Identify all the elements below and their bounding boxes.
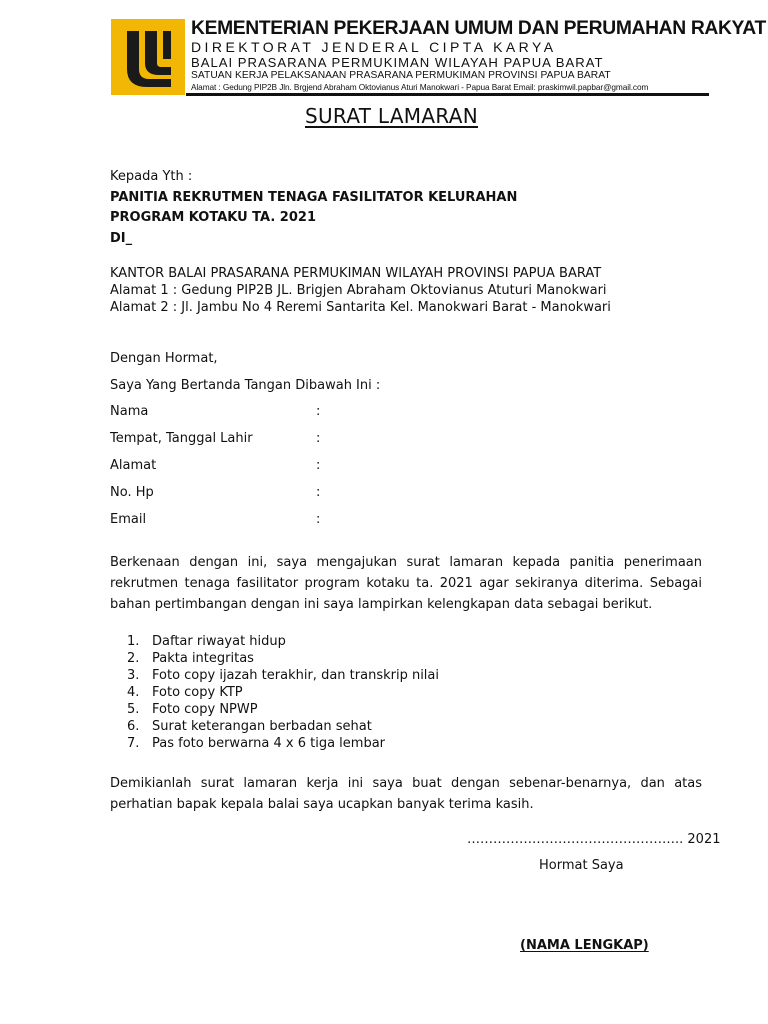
- signature-name: (NAMA LENGKAP): [520, 938, 649, 953]
- satker-name: SATUAN KERJA PELAKSANAAN PRASARANA PERMUKIMAN PROVINSI PAPUA BARAT: [191, 70, 611, 81]
- signature-closing: Hormat Saya: [539, 858, 624, 873]
- office-address-2: Alamat 2 : Jl. Jambu No 4 Reremi Santarita Kel. Manokwari Barat - Manokwari: [110, 300, 611, 315]
- ministry-logo-icon: [111, 19, 185, 95]
- list-item-number: 7.: [127, 736, 140, 751]
- field-separator: :: [316, 512, 321, 527]
- list-item-number: 3.: [127, 668, 140, 683]
- list-item-number: 2.: [127, 651, 140, 666]
- body-paragraph-2: Demikianlah surat lamaran kerja ini saya buat dengan sebenar-benarnya, dan atas perhatian bapak kepala balai saya ucapkan banyak terima kasih.: [110, 776, 702, 812]
- list-item-text: Foto copy ijazah terakhir, dan transkrip nilai: [152, 668, 439, 683]
- recipient-line-2: PROGRAM KOTAKU TA. 2021: [110, 210, 316, 225]
- greeting: Dengan Hormat,: [110, 351, 218, 366]
- signature-date: ………………………………………….. 2021: [467, 832, 721, 847]
- ministry-name: KEMENTERIAN PEKERJAAN UMUM DAN PERUMAHAN RAKYAT: [191, 18, 766, 39]
- list-item-text: Foto copy KTP: [152, 685, 243, 700]
- recipient-line-1: PANITIA REKRUTMEN TENAGA FASILITATOR KELURAHAN: [110, 190, 518, 205]
- intro-text: Saya Yang Bertanda Tangan Dibawah Ini :: [110, 378, 381, 393]
- recipient-line-3: DI_: [110, 231, 133, 246]
- letterhead: [111, 18, 766, 95]
- field-label-nama: Nama: [110, 404, 149, 419]
- list-item-number: 6.: [127, 719, 140, 734]
- list-item-number: 4.: [127, 685, 140, 700]
- letterhead-divider: [186, 93, 709, 96]
- list-item-number: 5.: [127, 702, 140, 717]
- list-item-text: Surat keterangan berbadan sehat: [152, 719, 372, 734]
- field-label-ttl: Tempat, Tanggal Lahir: [110, 431, 253, 446]
- list-item-text: Daftar riwayat hidup: [152, 634, 286, 649]
- field-label-email: Email: [110, 512, 147, 527]
- list-item-text: Pakta integritas: [152, 651, 254, 666]
- list-item-number: 1.: [127, 634, 140, 649]
- office-address-1: Alamat 1 : Gedung PIP2B JL. Brigjen Abraham Oktovianus Atuturi Manokwari: [110, 283, 607, 298]
- field-label-alamat: Alamat: [110, 458, 157, 473]
- list-item-text: Pas foto berwarna 4 x 6 tiga lembar: [152, 736, 386, 751]
- letter-title: SURAT LAMARAN: [305, 104, 478, 128]
- directorate-name: DIREKTORAT JENDERAL CIPTA KARYA: [191, 39, 557, 55]
- list-item-text: Foto copy NPWP: [152, 702, 258, 717]
- balai-name: BALAI PRASARANA PERMUKIMAN WILAYAH PAPUA BARAT: [191, 55, 604, 70]
- field-label-hp: No. Hp: [110, 485, 154, 500]
- field-separator: :: [316, 404, 321, 419]
- body-paragraph-1: Berkenaan dengan ini, saya mengajukan surat lamaran kepada panitia penerimaan rekrutmen tenaga fasilitator program kotaku ta. 2021 agar sekiranya diterima. Sebagai bahan pertimbangan dengan ini saya lampirkan kelengkapan data sebagai berikut.: [110, 555, 702, 612]
- field-separator: :: [316, 431, 321, 446]
- field-separator: :: [316, 485, 321, 500]
- office-name: KANTOR BALAI PRASARANA PERMUKIMAN WILAYAH PROVINSI PAPUA BARAT: [110, 266, 602, 281]
- letterhead-address: Alamat : Gedung PIP2B Jln. Brgjend Abraham Oktovianus Aturi Manokwari - Papua Barat Email: praskimwil.papbar@gmail.com: [191, 82, 649, 92]
- field-separator: :: [316, 458, 321, 473]
- recipient-salutation: Kepada Yth :: [110, 169, 193, 184]
